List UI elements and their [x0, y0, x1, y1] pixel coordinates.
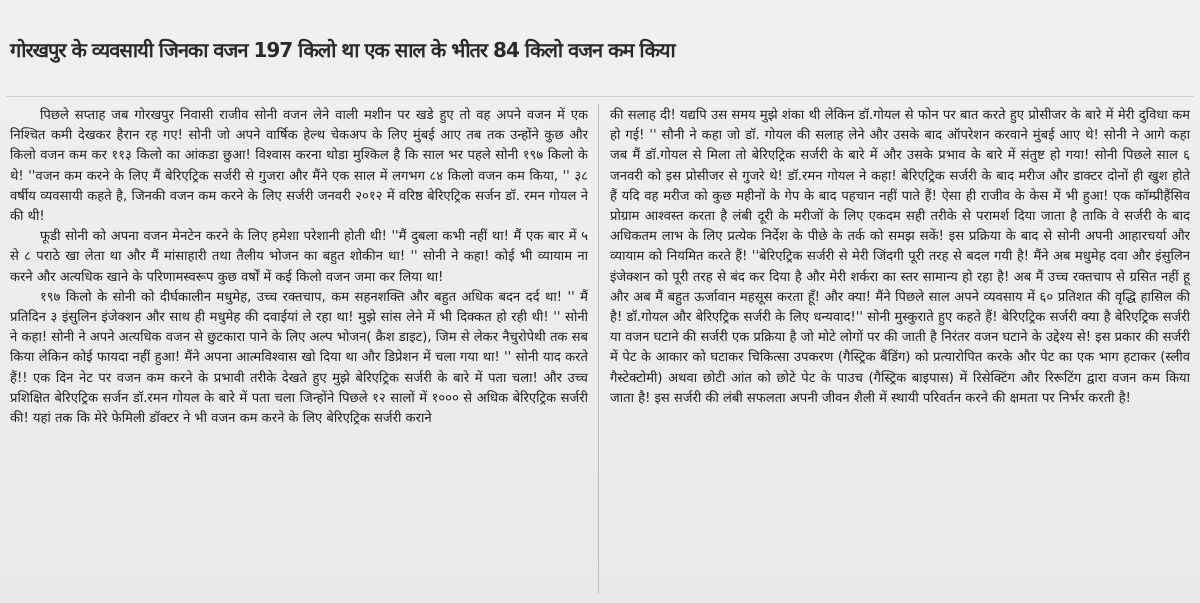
left-column — [10, 106, 588, 596]
paragraph: १९७ किलो के सोनी को दीर्घकालीन मधुमेह, उच्च रक्तचाप, कम सहनशक्ति और बहुत अधिक बदन दर्द था! '' मैं प्रतिदिन ३ इंसुलिन इंजेक्शन और साथ ही मधुमेह की दवाईयां ले रहा था! मुझे सांस लेने में भी दिक्कत हो रही थी! '' सोनी ने कहा! सोनी ने अपने अत्यधिक वजन से छुटकारा पाने के लिए अल्प भोजन( क्रैश डाइट), जिम से लेकर नैचुरोपेथी तक सब किया लेकिन कोई फायदा नहीं हुआ! मैंने अपना आत्मविश्वास खो दिया था और डिप्रेशन में चला गया था! '' सोनी याद करते हैं!! एक दिन नेट पर वजन कम करने के प्रभावी तरीके देखते हुए मुझे बेरिएट्रिक सर्जरी के बारे में पता चला! और उच्च प्रशिक्षित बेरिएट्रिक सर्जन डॉ.रमन गोयल के बारे में पता चला जिन्होंने पिछले १२ सालों में १००० से अधिक बेरिएट्रिक सर्जरी की! यहां तक कि मेरे फेमिली डॉक्टर ने भी वजन कम करने के लिए बेरिएट्रिक सर्जरी कराने — [10, 289, 588, 427]
right-column — [610, 106, 1190, 596]
paragraph: फूडी सोनी को अपना वजन मेनटेन करने के लिए हमेशा परेशानी होती थी! ''मैं दुबला कभी नहीं था! मैं एक बार में ५ से ८ पराठे खा लेता था और मैं मांसाहारी तथा तैलीय भोजन का बहुत शोकीन था! '' सोनी ने कहा! कोई भी व्यायाम ना करने और अत्यधिक खाने के परिणामस्वरूप कुछ वर्षों में कई किलो वजन जमा कर लिया था! — [10, 229, 588, 285]
headline: गोरखपुर के व्यवसायी जिनका वजन 197 किलो था एक साल के भीतर 84 किलो वजन कम किया — [10, 38, 675, 62]
headline-rule — [6, 96, 1194, 97]
paragraph: पिछले सप्ताह जब गोरखपुर निवासी राजीव सोनी वजन लेने वाली मशीन पर खडे हुए तो वह अपने वजन में एक निश्चित कमी देखकर हैरान रह गए! सोनी जो अपने वार्षिक हेल्थ चेकअप के लिए मुंबई आए तब तक उन्होंने कुछ और किलो वजन कम कर ११३ किलो का आंकडा छुआ! विश्वास करना थोडा मुश्किल है कि साल भर पहले सोनी १९७ किलो के थे! ''वजन कम करने के लिए मैं बेरिएट्रिक सर्जरी से गुजरा और मैंने एक साल में लगभग ८४ किलो वजन कम किया, '' ३८ वर्षीय व्यवसायी कहते है, जिनकी वजन कम करने के लिए सर्जरी जनवरी २०१२ में वरिष्ठ बेरिएट्रिक सर्जन डॉ. रमन गोयल ने की थी! — [10, 108, 588, 225]
paragraph: की सलाह दी! यद्यपि उस समय मुझे शंका थी लेकिन डॉ.गोयल से फोन पर बात करते हुए प्रोसीजर के बारे में मेरी दुविधा कम हो गई! '' सौनी ने कहा जो डॉ. गोयल की सलाह लेने और उसके बाद ऑपरेशन करवाने मुंबई आए थे! सोनी ने आगे कहा जब मैं डॉ.गोयल से मिला तो बेरिएट्रिक सर्जरी के बारे में और उसके प्रभाव के बारे में संतुष्ट हो गया! सोनी पिछले साल ६ जनवरी को इस प्रोसीजर से गुजरे थे! डॉ.रमन गोयल ने कहा! बेरिएट्रिक सर्जरी के बाद मरीज और डाक्टर दोनों ही खुश होते हैं यदि वह मरीज को कुछ महीनों के गेप के बाद पहचान नहीं पाते हैं! ऐसा ही राजीव के केस में भी हुआ! एक कॉम्प्रीहैंसिव प्रोग्राम आश्वस्त करता है लंबी दूरी के मरीजों के लिए एकदम सही तरीके से परामर्श दिया जाता है ताकि वे सर्जरी के बाद अधिकतम लाभ के लिए प्रत्येक निर्देश के पीछे के तर्क को समझ सकें! इस प्रक्रिया के बाद से सोनी अपनी आहारचर्या और व्यायाम को नियमित करते हैं! ''बेरिएट्रिक सर्जरी से मेरी जिंदगी पूरी तरह से बदल गयी है! मैंने अब मधुमेह दवा और इंसुलिन इंजेक्शन को पूरी तरह से बंद कर दिया है और मेरी शर्करा का स्तर सामान्य हो रहा है! अब मैं उच्च रक्तचाप से ग्रसित नहीं हू और अब मैं बहुत ऊर्जावान महसूस करता हूँ! और क्या! मैंने पिछले साल अपने व्यवसाय में ६० प्रतिशत की वृद्धि हासिल की है! डॉ.गोयल और बेरिएट्रिक सर्जरी के लिए धन्यवाद!'' सोनी मुस्कुराते हुए कहते हैं! बेरिएट्रिक सर्जरी क्या है बेरिएट्रिक सर्जरी या वजन घटाने की सर्जरी एक प्रक्रिया है जो मोटे लोगों पर की जाती है निरंतर वजन घटाने के उद्देश्य से! इस प्रकार की सर्जरी में पेट के आकार को घटाकर चिकित्सा उपकरण (गैस्ट्रिक बैंडिंग) को प्रत्यारोपित करके और पेट का एक भाग हटाकर (स्लीव गैस्टेक्टोमी) अथवा छोटी आंत को छोटे पेट के पाउच (गैस्ट्रिक बाइपास) में रिसेक्टिंग और रिरूटिंग द्वारा वजन कम किया जाता है! इस सर्जरी की लंबी सफलता अपनी जीवन शैली में स्थायी परिवर्तन करने की क्षमता पर निर्भर करती है! — [610, 108, 1190, 406]
column-divider — [598, 104, 599, 594]
